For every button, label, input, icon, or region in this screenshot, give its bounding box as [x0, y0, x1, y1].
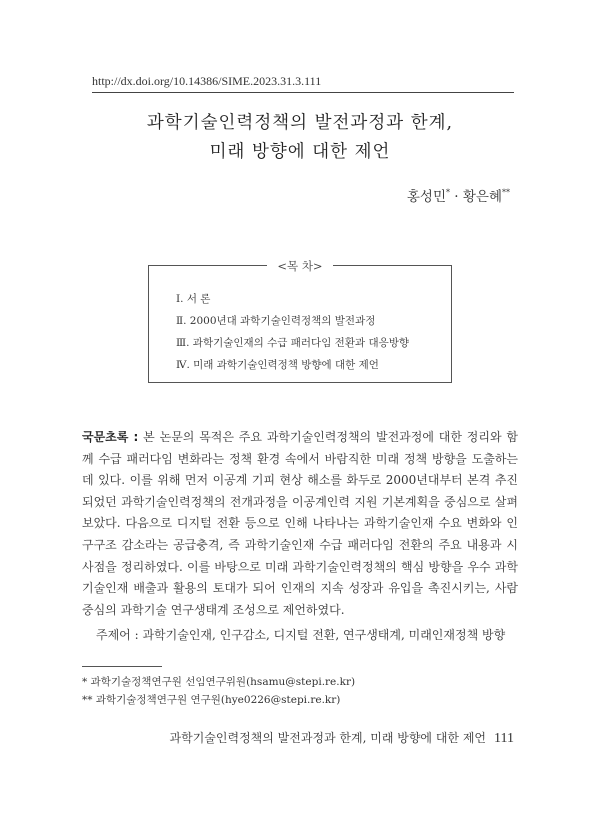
toc-heading: [148, 258, 452, 274]
toc-heading-text: <목 차>: [267, 259, 332, 273]
toc-item-2[interactable]: Ⅱ. 2000년대 과학기술인력정책의 발전과정: [176, 315, 376, 327]
author-name-1: 홍성민: [406, 189, 446, 205]
page-number: 111: [494, 731, 514, 746]
author-footnote-mark-1: *: [446, 188, 450, 197]
paper-title-line-2: 미래 방향에 대한 제언: [209, 142, 391, 162]
footnote-divider: [82, 666, 162, 667]
doi-link[interactable]: http://dx.doi.org/10.14386/SIME.2023.31.3.111: [92, 74, 322, 88]
abstract-text: 본 논문의 목적은 주요 과학기술인력정책의 발전과정에 대한 정리와 함께 수급 패러다임 변화라는 정책 환경 속에서 바람직한 미래 정책 방향을 도출하는 데 있다. 이를 위해 먼저 이공계 기피 현상 해소를 화두로 2000년대부터 본격 추진되었던 과학기술인력정책의 전개과정을 이공계인력 지원 기본계획을 중심으로 살펴보았다. 다음으로 디지털 전환 등으로 인해 나타나는 과학기술인재 수요 변화와 인구구조 감소라는 공급충격, 즉 과학기술인재 수급 패러다임 전환의 주요 내용과 시사점을 정리하였다. 이를 바탕으로 미래 과학기술인력정책의 핵심 방향을 우수 과학기술인재 배출과 활용의 토대가 되어 인재의 지속 성장과 유입을 촉진시키는, 사람 중심의 과학기술 연구생태계 조성으로 제언하였다.: [82, 430, 518, 617]
toc-item-4[interactable]: Ⅳ. 미래 과학기술인력정책 방향에 대한 제언: [176, 359, 379, 371]
abstract-label: 국문초록 :: [82, 430, 139, 444]
toc-item-3[interactable]: Ⅲ. 과학기술인재의 수급 패러다임 전환과 대응방향: [176, 337, 410, 349]
author-footnote-mark-2: **: [502, 188, 510, 197]
running-title: 과학기술인력정책의 발전과정과 한계, 미래 방향에 대한 제언: [169, 731, 487, 745]
author-name-2: 황은혜: [462, 189, 502, 205]
toc-item-1[interactable]: Ⅰ. 서 론: [176, 293, 211, 305]
footnote-1: * 과학기술정책연구원 선임연구위원(hsamu@stepi.re.kr): [82, 676, 356, 688]
running-footer: [170, 729, 514, 747]
footnote-2: ** 과학기술정책연구원 연구원(hye0226@stepi.re.kr): [82, 694, 341, 706]
paper-title-line-1: 과학기술인력정책의 발전과정과 한계,: [146, 113, 454, 133]
keywords: 주제어 : 과학기술인재, 인구감소, 디지털 전환, 연구생태계, 미래인재정책 방향: [96, 628, 506, 642]
author-separator: ·: [450, 189, 463, 205]
author-line: [407, 185, 510, 205]
header-divider: [92, 92, 514, 93]
korean-abstract: [82, 427, 518, 621]
